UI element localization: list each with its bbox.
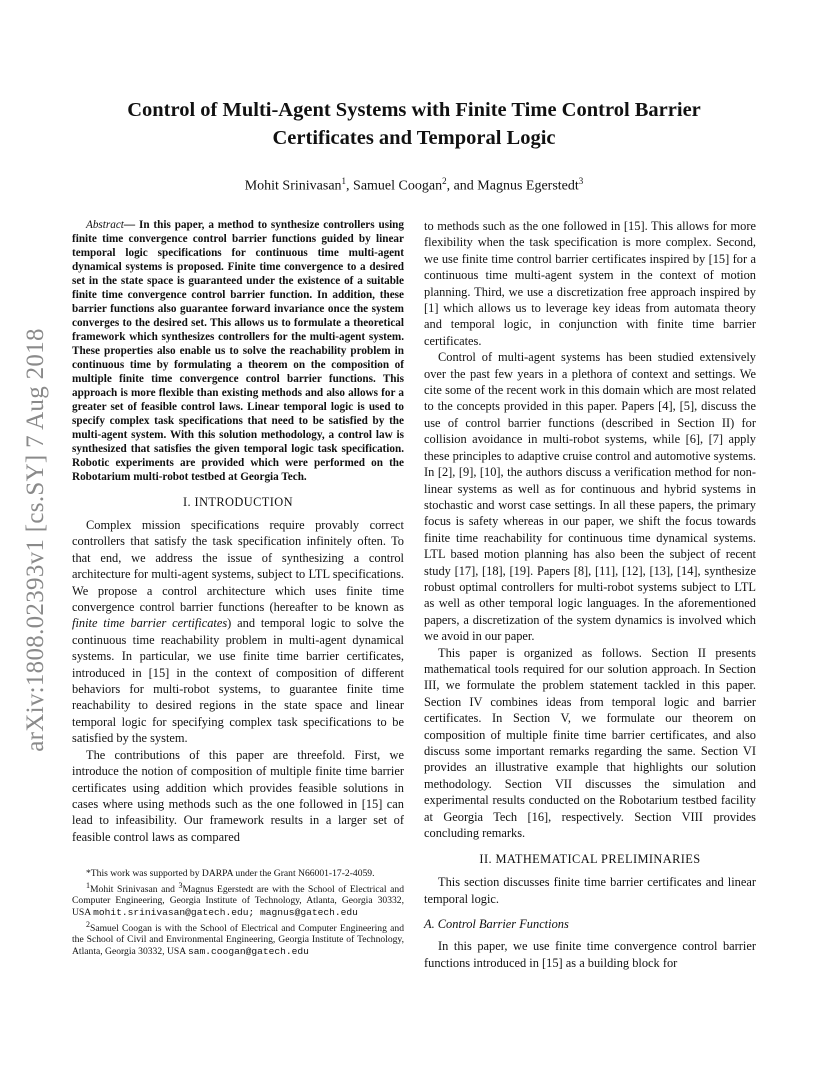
footnotes <box>72 868 404 958</box>
footnote-3-mark: 3 <box>178 880 183 890</box>
abstract <box>72 218 404 484</box>
subsection-heading-cbf: A. Control Barrier Functions <box>424 917 569 932</box>
footnote-1-email[interactable]: mohit.srinivasan@gatech.edu; magnus@gatech.edu <box>93 906 358 918</box>
footnote-affiliation-1-3 <box>72 880 404 919</box>
footnote-2-mark: 2 <box>86 919 90 929</box>
arxiv-stamp-text: arXiv:1808.02393v1 [cs.SY] 7 Aug 2018 <box>22 328 49 752</box>
arxiv-stamp <box>16 328 56 752</box>
paper-title: Control of Multi-Agent Systems with Finite Time Control Barrier Certificates and Temporal Logic <box>127 99 701 149</box>
author-list <box>80 172 748 196</box>
footnote-affiliation-2 <box>72 919 404 958</box>
intro-p1-text-b: ) and temporal logic to solve the continuous time reachability problem in multi-agent dynamical systems. In particular, we use finite time barrier certificates, introduced in [15] in the context of composition of different behaviors for multi-robot systems, to guarantee finite time reachability to desired regions in the state space and linear temporal logic for specifying complex task specifications to be satisfied by the system. <box>72 616 404 746</box>
intro-paragraph-4: This paper is organized as follows. Section II presents mathematical tools required for our solution approach. In Section III, we formulate the problem statement tackled in this paper. Section IV combines ideas from temporal logic and barrier certificates. In Section V, we formulate our theorem on composition of multiple finite time barrier certificates, and also discuss some important remarks regarding the same. Section VI provides an illustrative example that highlights our solution methodology. Section VII discusses the simulation and experimental results conducted on the Robotarium testbed facility at Georgia Tech [16], respectively. Section VIII provides concluding remarks. <box>424 645 756 841</box>
author-3: , and Magnus Egerstedt <box>446 178 579 194</box>
section-heading-preliminaries: II. MATHEMATICAL PRELIMINARIES <box>479 852 701 867</box>
intro-paragraph-1 <box>72 517 404 747</box>
intro-paragraph-2-continued: to methods such as the one followed in [15]. This allows for more flexibility when the task specification is more complex. Second, we use finite time control barrier certificates inspired by [15] for a continuous time multi-agent system in the context of motion planning. Third, we use a discretization free approach inspired by [1] which allows us to leverage key ideas from automata theory and temporal logic, in conjunction with finite time barrier certificates. <box>424 219 756 348</box>
cbf-paragraph-1: In this paper, we use finite time convergence control barrier functions introduced in [15] as a building block for <box>424 939 756 970</box>
footnote-1-text-a: Mohit Srinivasan and <box>90 883 179 895</box>
intro-p1-emphasis: finite time barrier certificates <box>72 616 228 631</box>
footnote-funding: *This work was supported by DARPA under the Grant N66001-17-2-4059. <box>86 868 375 879</box>
author-3-affil: 3 <box>578 176 584 186</box>
abstract-label: Abstract <box>86 219 124 231</box>
left-column <box>72 218 404 845</box>
author-1: Mohit Srinivasan <box>244 178 342 194</box>
author-2-affil: 2 <box>442 176 447 186</box>
intro-paragraph-3: Control of multi-agent systems has been studied extensively over the past few years in a plethora of context and settings. We cite some of the recent work in this domain which are most related to the concepts provided in this paper. Papers [4], [5], discuss the use of control barrier functions (described in Section II) for collision avoidance in multi-robot systems, while [6], [7] apply these principles to adaptive cruise control and automotive systems. In [2], [9], [10], the authors discuss a verification method for non-linear systems as well as for continuous and hybrid systems in stochastic and worst case settings. In all these papers, the primary focus is safety whereas in our paper, we shift the focus towards finite time reachability for continuous time dynamical systems. LTL based motion planning has also been the subject of recent study [17], [18], [19]. Papers [8], [11], [12], [13], [14], synthesize robust optimal controllers for multi-robot systems subject to LTL as well as other temporal logic languages. In the aforementioned papers, a discretization of the system dynamics is involved which we avoid in our paper. <box>424 350 756 644</box>
section-heading-introduction: I. INTRODUCTION <box>183 495 293 509</box>
footnote-2-email[interactable]: sam.coogan@gatech.edu <box>188 945 309 957</box>
right-column <box>424 218 756 971</box>
footnote-1-mark: 1 <box>86 880 90 890</box>
preliminaries-paragraph-1: This section discusses finite time barrier certificates and linear temporal logic. <box>424 875 756 906</box>
abstract-text: — In this paper, a method to synthesize controllers using finite time convergence control barrier functions guided by linear temporal logic specifications for continuous time multi-agent dynamical systems is proposed. Finite time convergence to a desired set in the state space is guaranteed under the existence of a suitable finite time convergence control barrier function. In addition, these barrier functions also guarantee forward invariance once the system converges to the desired set. This allows us to formulate a theoretical framework which synthesizes controllers for the multi-agent system. These properties also enable us to solve the reachability problem in continuous time by formulating a theorem on the composition of multiple finite time convergence control barrier functions. This approach is more flexible than existing methods and also allows for a greater set of feasible control laws. Linear temporal logic is used to specify complex task specifications that need to be satisfied by the multi-agent system. With this solution methodology, a control law is synthesized that satisfies the given temporal logic task specification. Robotic experiments are provided which were performed on the Robotarium multi-robot testbed at Georgia Tech. <box>72 219 404 483</box>
intro-paragraph-2: The contributions of this paper are threefold. First, we introduce the notion of composition of multiple finite time barrier certificates using addition which provides feasible solutions in cases where using methods such as the one followed in [15] can lead to infeasibility. Our framework results in a larger set of feasible control laws as compared <box>72 747 404 844</box>
footnote-2-text: Samuel Coogan is with the School of Electrical and Computer Engineering and the School of Civil and Environmental Engineering, Georgia Institute of Technology, Atlanta, Georgia 30332, USA <box>72 922 404 957</box>
intro-p1-text-a: Complex mission specifications require provably correct controllers that satisfy the task specification infinitely often. To that end, we address the issue of synthesizing a control architecture for multi-agent systems, subject to LTL specifications. We propose a control architecture which uses finite time convergence control barrier functions (hereafter to be known as <box>72 518 404 615</box>
author-2: , Samuel Coogan <box>346 178 443 194</box>
footnote-1-text-b: Magnus Egerstedt are with the School of Electrical and Computer Engineering, Georgia Institute of Technology, Atlanta, Georgia 30332, USA <box>72 883 404 918</box>
author-1-affil: 1 <box>341 176 347 186</box>
